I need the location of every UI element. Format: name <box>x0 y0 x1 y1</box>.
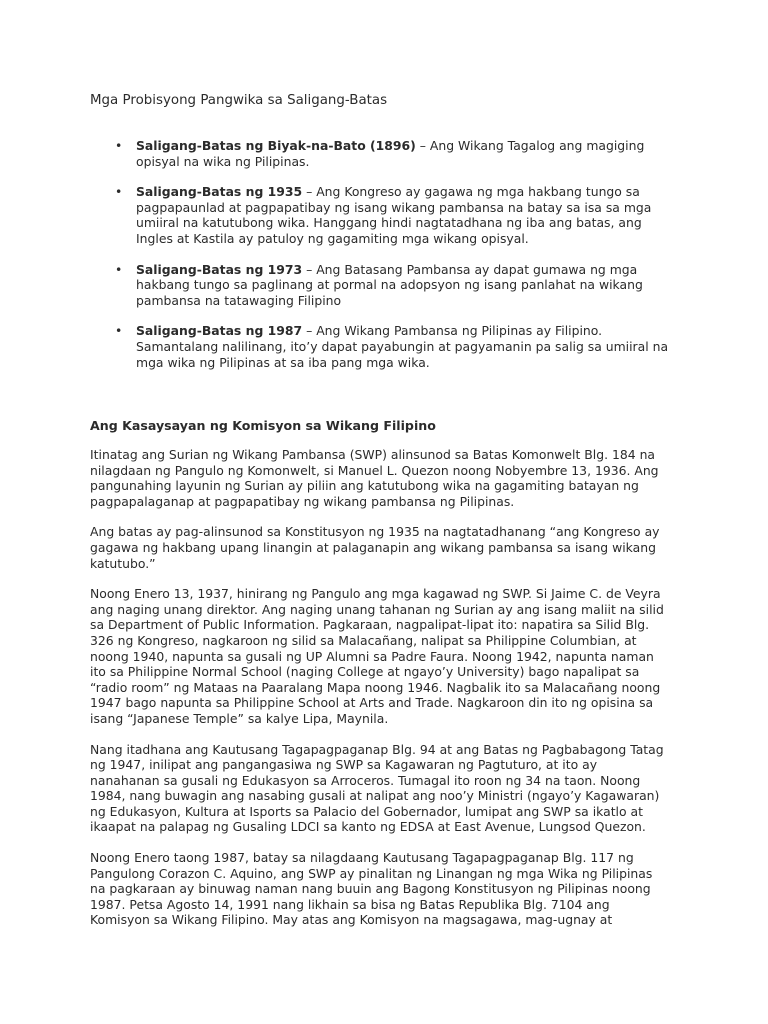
provision-text: – Ang Batasang Pambansa ay dapat gumawa ng mga hakbang tungo sa paglinang at pormal na adopsyon ng isang panlahat na wikang pambansa na tatawaging Filipino <box>136 261 643 308</box>
history-body <box>90 447 670 943</box>
provision-label: Saligang-Batas ng 1973 <box>136 261 303 277</box>
provision-label: Saligang-Batas ng 1987 <box>136 323 303 339</box>
provision-text: – Ang Kongreso ay gagawa ng mga hakbang tungo sa pagpapaunlad at pagpapatibay ng isang wikang pambansa na batay sa isa sa mga umiiral na katutubong wika. Hanggang hindi nagtatadhana ng iba ang batas, ang Ingles at Kastila ay patuloy ng gagamiting mga wikang opisyal. <box>136 184 652 246</box>
list-item <box>90 262 680 309</box>
paragraph: Ang batas ay pag-alinsunod sa Konstitusyon ng 1935 na nagtatadhanang “ang Kongreso ay gagawa ng hakbang upang linangin at palaganapin ang wikang pambansa sa isang wikang katutubo.” <box>90 524 660 571</box>
bullet-icon: • <box>115 261 123 277</box>
list-item <box>90 138 680 169</box>
list-item <box>90 323 680 370</box>
paragraph: Nang itadhana ang Kautusang Tagapagpaganap Blg. 94 at ang Batas ng Pagbabagong Tatag ng 1947, inilipat ang pangangasiwa ng SWP sa Kagawaran ng Pagtuturo, at ito ay nanahanan sa gusali ng Edukasyon sa Arroceros. Tumagal ito roon ng 34 na taon. Noong 1984, nang buwagin ang nasabing gusali at nalipat ang noo’y Ministri (ngayo’y Kagawaran) ng Edukasyon, Kultura at Isports sa Palacio del Gobernador, lumipat ang SWP sa ikatlo at ikaapat na palapag ng Gusaling LDCI sa kanto ng EDSA at East Avenue, Lungsod Quezon. <box>90 741 664 835</box>
provision-label: Saligang-Batas ng 1935 <box>136 184 303 200</box>
bullet-icon: • <box>115 138 123 153</box>
paragraph: Noong Enero 13, 1937, hinirang ng Pangulo ang mga kagawad ng SWP. Si Jaime C. de Veyra ang naging unang direktor. Ang naging unang tahanan ng Surian ay ang isang maliit na silid sa Department of Public Information. Pagkaraan, nagpalipat-lipat ito: napatira sa Silid Blg. 326 ng Kongreso, nagkaroon ng silid sa Malacañang, nalipat sa Philippine Columbian, at noong 1940, napunta sa gusali ng UP Alumni sa Padre Faura. Noong 1942, napunta naman ito sa Philippine Normal School (naging College at ngayo’y University) bago napalipat sa “radio room” ng Mataas na Paaralang Mapa noong 1946. Nagbalik ito sa Malacañang noong 1947 bago napunta sa Philippine School at Arts and Trade. Nagkaroon din ito ng opisina sa isang “Japanese Temple” sa kalye Lipa, Maynila. <box>90 586 664 726</box>
bullet-icon: • <box>115 184 123 200</box>
bullet-icon: • <box>115 323 123 339</box>
provision-label: Saligang-Batas ng Biyak-na-Bato (1896) <box>136 138 416 153</box>
section-title-provisions: Mga Probisyong Pangwika sa Saligang-Batas <box>90 93 388 108</box>
list-item <box>90 184 680 246</box>
paragraph: Itinatag ang Surian ng Wikang Pambansa (SWP) alinsunod sa Batas Komonwelt Blg. 184 na nilagdaan ng Pangulo ng Komonwelt, si Manuel L. Quezon noong Nobyembre 13, 1936. Ang pangunahing layunin ng Surian ay piliin ang katutubong wika na gagamiting batayan ng pagpapalaganap at pagpapatibay ng wikang pambansa ng Pilipinas. <box>90 447 659 509</box>
section-title-history: Ang Kasaysayan ng Komisyon sa Wikang Filipino <box>90 418 436 433</box>
provision-text: – Ang Wikang Pambansa ng Pilipinas ay Filipino. Samantalang nalilinang, ito’y dapat payabungin at pagyamanin pa salig sa umiiral na mga wika ng Pilipinas at sa iba pang mga wika. <box>136 323 669 370</box>
provision-text: – Ang Wikang Tagalog ang magiging opisyal na wika ng Pilipinas. <box>136 138 645 169</box>
paragraph: Noong Enero taong 1987, batay sa nilagdaang Kautusang Tagapagpaganap Blg. 117 ng Pangulong Corazon C. Aquino, ang SWP ay pinalitan ng Linangan ng mga Wika ng Pilipinas na pagkaraan ay binuwag naman nang buuin ang Bagong Konstitusyon ng Pilipinas noong 1987. Petsa Agosto 14, 1991 nang likhain sa bisa ng Batas Republika Blg. 7104 ang Komisyon sa Wikang Filipino. May atas ang Komisyon na magsagawa, mag-ugnay at <box>90 850 653 928</box>
provisions-list <box>90 138 680 385</box>
